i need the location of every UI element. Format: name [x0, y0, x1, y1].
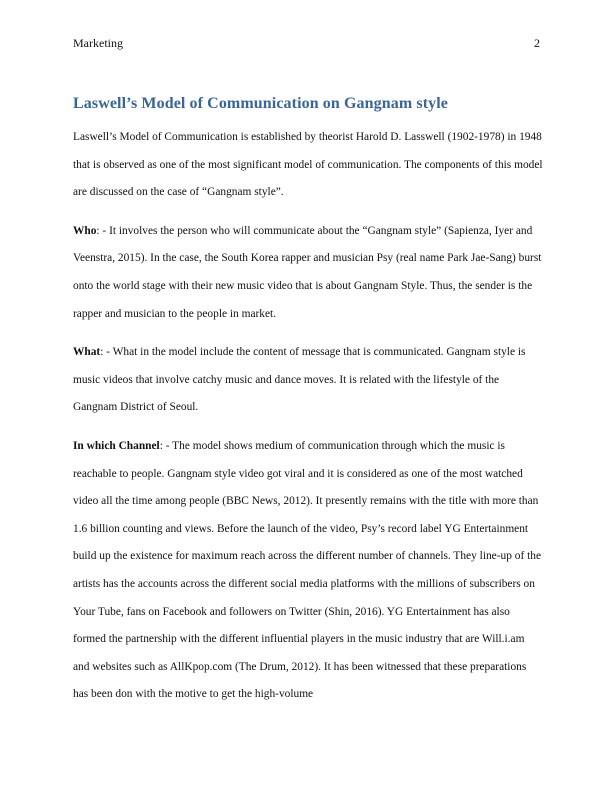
- paragraph-who-label: Who: [73, 224, 97, 237]
- paragraph-intro-text: Laswell’s Model of Communication is established by theorist Harold D. Lasswell (1902-1978) in 1948 that is observed as one of the most significant model of communication. The components of this model are discussed on the case of “Gangnam style”.: [73, 131, 543, 199]
- paragraph-what-label: What: [73, 346, 101, 359]
- paragraph-channel-text: : - The model shows medium of communication through which the music is reachable to people. Gangnam style video got viral and it is considered as one of the most watched video all the time among people (BBC News, 2012). It presently remains with the title with more than 1.6 billion counting and views. Before the launch of the video, Psy’s record label YG Entertainment build up the existence for maximum reach across the different number of channels. They line-up of the artists has the accounts across the different social media platforms with the millions of subscribers on Your Tube, fans on Facebook and followers on Twitter (Shin, 2016). YG Entertainment has also formed the partnership with the different influential players in the music industry that are Will.i.am and websites such as AllKpop.com (The Drum, 2012). It has been witnessed that these preparations has been don with the motive to get the high-volume: [73, 439, 542, 701]
- running-head: Marketing: [73, 36, 123, 50]
- paragraph-what: [73, 339, 543, 422]
- section-heading: Laswell’s Model of Communication on Gangnam style: [73, 95, 448, 112]
- paragraph-what-text: : - What in the model include the content of message that is communicated. Gangnam style is music videos that involve catchy music and dance moves. It is related with the lifestyle of the Gangnam District of Seoul.: [73, 346, 526, 414]
- paragraph-channel: [73, 433, 543, 709]
- paragraph-who-text: : - It involves the person who will communicate about the “Gangnam style” (Sapienza, Iyer and Veenstra, 2015). In the case, the South Korea rapper and musician Psy (real name Park Jae-Sang) burst onto the world stage with their new music video that is about Gangnam Style. Thus, the sender is the rapper and musician to the people in market.: [73, 224, 542, 320]
- paragraph-who: [73, 218, 543, 328]
- page-number: 2: [534, 36, 540, 50]
- paragraph-intro: [73, 124, 543, 207]
- document-body: [73, 124, 543, 720]
- paragraph-channel-label: In which Channel: [73, 439, 160, 452]
